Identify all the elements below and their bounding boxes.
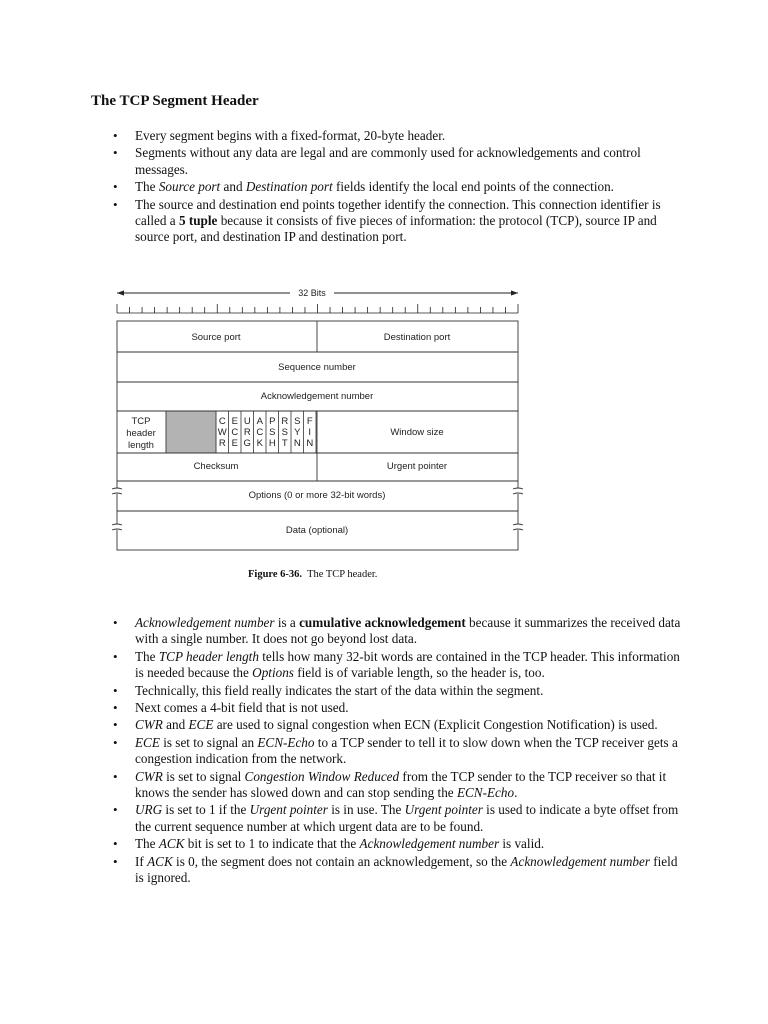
text-run: Every segment begins with a fixed-format, 20-byte header. <box>135 128 446 143</box>
text-run: URG <box>135 802 163 818</box>
text-run: The <box>135 179 159 195</box>
ack-number-field: Acknowledgement number <box>260 391 374 402</box>
source-port-field: Source port <box>191 332 241 343</box>
detail-bullet <box>135 615 683 648</box>
text-run: The source and destination end points together identify the connection. This connection identifier is called a <box>135 196 661 229</box>
flag-letter: S <box>294 416 301 427</box>
text-run: is used to indicate a byte offset from the current sequence number at which urgent data are to be found. <box>135 802 679 834</box>
text-run: Acknowledgement number <box>135 615 275 630</box>
text-run: fields identify the local end points of the connection. <box>332 179 614 195</box>
text-run: ECE <box>135 734 160 750</box>
text-run: Congestion Window Reduced <box>244 768 400 784</box>
urgent-pointer-field: Urgent pointer <box>386 461 448 472</box>
flag-letter: T <box>281 438 288 449</box>
text-run: Destination port <box>245 179 333 195</box>
flag-letters <box>218 416 314 449</box>
text-run: field is ignored. <box>135 853 678 886</box>
header-length-line-1: TCP <box>131 416 151 427</box>
text-run: Urgent pointer <box>404 802 483 818</box>
text-run: If <box>135 853 148 869</box>
detail-bullet <box>135 854 683 887</box>
flag-letter: E <box>231 416 238 427</box>
flag-letter: F <box>306 416 313 427</box>
text-run: are used to signal congestion when ECN (Explicit Congestion Notification) is used. <box>213 717 658 733</box>
text-run: Acknowledgement number <box>510 853 650 869</box>
text-run: CWR <box>135 768 163 784</box>
flag-letter: G <box>243 438 251 449</box>
text-run: TCP header length <box>158 648 259 664</box>
text-run: is a <box>274 615 300 630</box>
text-run: 5 tuple <box>178 213 218 229</box>
text-run: Urgent pointer <box>249 802 328 818</box>
page-title: The TCP Segment Header <box>91 93 259 109</box>
bit-ruler <box>117 304 518 313</box>
detail-bullet <box>135 769 683 802</box>
flag-letter: S <box>269 427 276 438</box>
text-run: Technically, this field really indicates the start of the data within the segment. <box>135 682 544 698</box>
flag-letter: C <box>231 427 239 438</box>
text-run: from the TCP sender to the TCP receiver so that it knows the sender has slowed down and can stop sending the <box>135 768 667 801</box>
text-run: bit is set to 1 to indicate that the <box>184 836 360 852</box>
text-run: because it summarizes the received data with a single number. It does not go beyond lost data. <box>135 615 681 647</box>
flag-letter: N <box>306 438 314 449</box>
text-run: . <box>514 785 518 801</box>
text-run: is in use. The <box>327 802 405 818</box>
text-run: Next comes a 4-bit field that is not used. <box>135 700 349 716</box>
bits-label: 32 Bits <box>298 288 326 298</box>
text-run: tells how many 32-bit words are contained in the TCP header. This information is needed because the <box>135 648 680 681</box>
flag-letter: Y <box>294 427 301 438</box>
text-run: is set to signal an <box>159 734 258 750</box>
flag-letter: R <box>218 438 226 449</box>
caption-text: The TCP header. <box>307 569 378 580</box>
text-run: Segments without any data are legal and are commonly used for acknowledgements and control messages. <box>135 145 641 177</box>
flag-letter: C <box>256 427 264 438</box>
text-run: ECE <box>188 717 214 733</box>
checksum-field: Checksum <box>193 461 239 472</box>
flag-letter: I <box>308 427 312 438</box>
detail-bullet <box>135 717 683 733</box>
figure-caption <box>248 569 377 580</box>
detail-bullet-list <box>135 615 683 888</box>
text-run: is set to signal <box>162 768 245 784</box>
header-length-line-2: header <box>126 428 156 439</box>
text-run: CWR <box>135 717 163 733</box>
text-run: because it consists of five pieces of information: the protocol (TCP), source IP and source port, and destination IP and destination port. <box>135 213 657 245</box>
detail-bullet <box>135 802 683 835</box>
text-run: Source port <box>158 179 221 195</box>
options-field: Options (0 or more 32-bit words) <box>248 490 386 501</box>
detail-bullet <box>135 735 683 768</box>
text-run: ACK <box>158 836 185 852</box>
text-run: cumulative acknowledgement <box>299 615 466 630</box>
text-run: ECN-Echo <box>456 785 515 801</box>
text-run: is 0, the segment does not contain an acknowledgement, so the <box>172 853 511 869</box>
data-field: Data (optional) <box>285 525 349 536</box>
text-run: is valid. <box>499 836 545 852</box>
flag-letter: K <box>256 438 263 449</box>
flag-letter: U <box>243 416 251 427</box>
flag-letter: P <box>269 416 276 427</box>
detail-bullet <box>135 683 683 699</box>
flag-letter: W <box>217 427 227 438</box>
text-run: and <box>162 717 189 733</box>
flag-letter: C <box>218 416 226 427</box>
sequence-number-field: Sequence number <box>278 362 356 373</box>
flag-letter: E <box>231 438 238 449</box>
caption-label: Figure 6-36. <box>248 569 303 580</box>
text-run: field is of variable length, so the header is, too. <box>293 665 545 681</box>
destination-port-field: Destination port <box>383 332 451 343</box>
reserved-field <box>167 412 216 453</box>
text-run: Options <box>252 665 294 681</box>
flag-letter: N <box>293 438 301 449</box>
text-run: The <box>135 836 159 852</box>
window-size-field: Window size <box>390 427 444 438</box>
flag-letter: A <box>256 416 263 427</box>
text-run: to a TCP sender to tell it to slow down when the TCP receiver gets a congestion indication from the network. <box>135 734 678 767</box>
text-run: and <box>220 179 246 195</box>
detail-bullet <box>135 649 683 682</box>
text-run: is set to 1 if the <box>162 802 250 818</box>
header-length-line-3: length <box>128 440 154 451</box>
text-run: ACK <box>147 853 173 869</box>
text-run: ECN-Echo <box>257 734 315 750</box>
text-run: The <box>135 648 159 664</box>
flag-letter: S <box>281 427 288 438</box>
flag-letter: R <box>281 416 289 427</box>
text-run: Acknowledgement number <box>359 836 500 852</box>
detail-bullet <box>135 700 683 716</box>
detail-bullet <box>135 836 683 852</box>
flag-letter: H <box>268 438 276 449</box>
flag-letter: R <box>243 427 251 438</box>
